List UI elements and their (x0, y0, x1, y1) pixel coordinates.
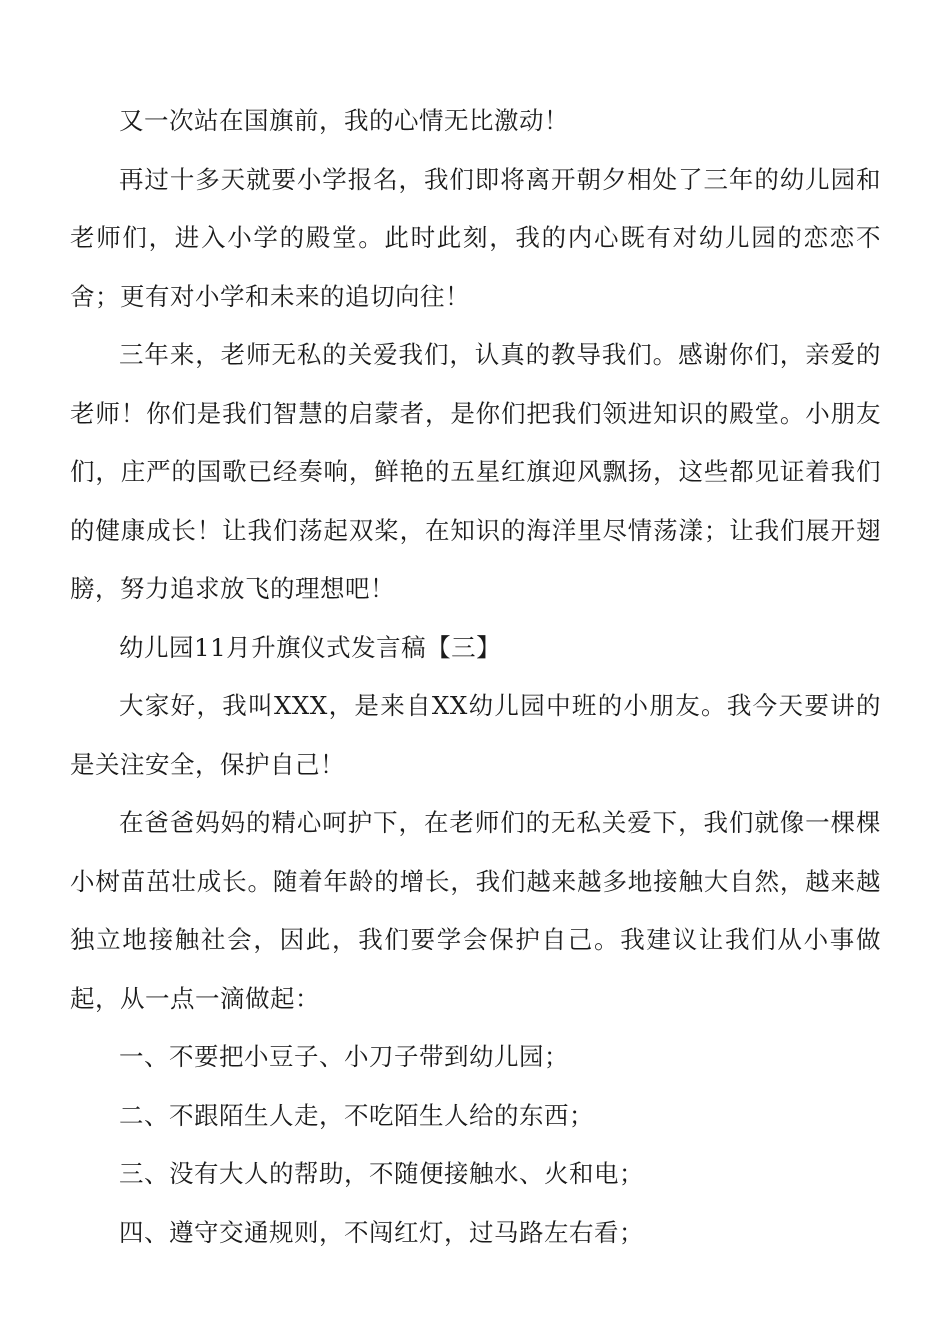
list-item-2: 二、不跟陌生人走，不吃陌生人给的东西； (119, 1100, 594, 1130)
document-body (70, 92, 881, 1262)
list-item-1: 一、不要把小豆子、小刀子带到幼儿园； (119, 1042, 569, 1071)
paragraph-5: 大家好，我叫XXX，是来自XX幼儿园中班的小朋友。我今天要讲的是关注安全，保护自己！ (70, 691, 881, 779)
section-heading: 幼儿园11月升旗仪式发言稿【三】 (119, 632, 502, 662)
paragraph-3: 三年来，老师无私的关爱我们，认真的教导我们。感谢你们，亲爱的老师！你们是我们智慧的启蒙者，是你们把我们领进知识的殿堂。小朋友们，庄严的国歌已经奏响，鲜艳的五星红旗迎风飘扬，这些都见证着我们的健康成长！让我们荡起双桨，在知识的海洋里尽情荡漾；让我们展开翅膀，努力追求放飞的理想吧！ (70, 340, 881, 603)
paragraph-2: 再过十多天就要小学报名，我们即将离开朝夕相处了三年的幼儿园和老师们，进入小学的殿堂。此时此刻，我的内心既有对幼儿园的恋恋不舍；更有对小学和未来的追切向往！ (70, 164, 881, 311)
list-item-4: 四、遵守交通规则，不闯红灯，过马路左右看； (119, 1217, 644, 1247)
paragraph-6: 在爸爸妈妈的精心呵护下，在老师们的无私关爱下，我们就像一棵棵小树苗茁壮成长。随着年龄的增长，我们越来越多地接触大自然，越来越独立地接触社会，因此，我们要学会保护自己。我建议让我们从小事做起，从一点一滴做起： (70, 808, 881, 1013)
list-item-3: 三、没有大人的帮助，不随便接触水、火和电； (119, 1159, 644, 1188)
paragraph-1: 又一次站在国旗前，我的心情无比激动！ (119, 106, 569, 135)
